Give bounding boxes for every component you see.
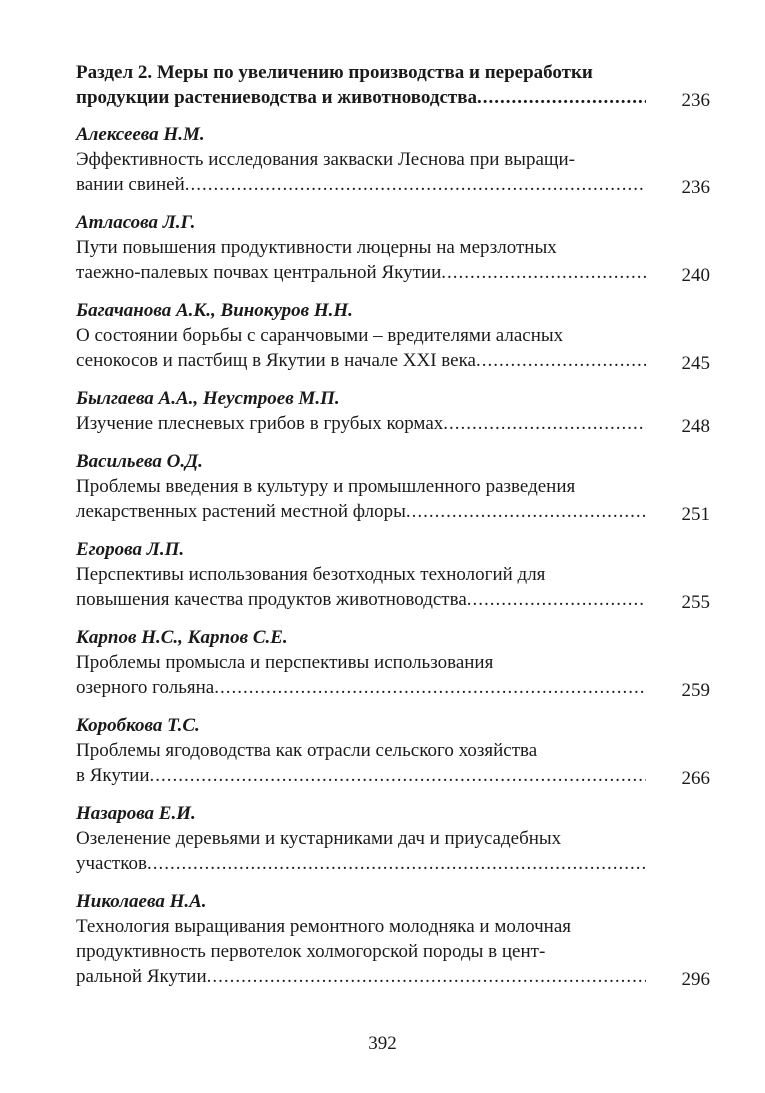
entry-title-last-line: [76, 763, 716, 788]
entry-author: Алексеева Н.М.: [76, 124, 205, 145]
entry-page-number: 266: [681, 768, 710, 789]
entry-author: Карпов Н.С., Карпов С.Е.: [76, 627, 288, 648]
entry-title-line: Перспективы использования безотходных технологий для: [76, 564, 546, 585]
entry-title-last-line: [76, 499, 716, 524]
entry-page-number: 251: [681, 504, 710, 525]
entry-page-number: 248: [681, 416, 710, 437]
entry-author: Николаева Н.А.: [76, 891, 207, 912]
entry-title-line: Проблемы ягодоводства как отрасли сельского хозяйства: [76, 740, 538, 761]
entry-title-text: лекарственных растений местной флоры: [76, 501, 406, 522]
entry-page-number: 236: [681, 177, 710, 198]
entry-title-line: продуктивность первотелок холмогорской породы в цент-: [76, 941, 546, 962]
entry-title-text: таежно-палевых почвах центральной Якутии: [76, 262, 442, 283]
toc-section: [76, 60, 716, 989]
entry-title-text: сенокосов и пастбищ в Якутии в начале XXI века: [76, 350, 476, 371]
entry-author: Васильева О.Д.: [76, 451, 203, 472]
entry-title-line: Эффективность исследования закваски Леснова при выращи-: [76, 149, 576, 170]
entry-title-text: в Якутии: [76, 765, 150, 786]
toc-entry-8: [76, 801, 716, 876]
entry-author: Егорова Л.П.: [76, 539, 185, 560]
entry-title-line: О состоянии борьбы с саранчовыми – вредителями аласных: [76, 325, 564, 346]
entry-title-last-line: [76, 172, 716, 197]
entry-author: Назарова Е.И.: [76, 803, 196, 824]
entry-title-text: Изучение плесневых грибов в грубых кормах: [76, 413, 444, 434]
toc-entry-1: [76, 210, 716, 285]
entry-page-number: 245: [681, 353, 710, 374]
section-title-text: продукции растениеводства и животноводства: [76, 87, 478, 108]
toc-entry-9: [76, 889, 716, 989]
entry-page-number: 240: [681, 265, 710, 286]
entry-title-line: Технология выращивания ремонтного молодняка и молочная: [76, 916, 572, 937]
entry-title-text: озерного гольяна: [76, 677, 215, 698]
section-title-line-1: Раздел 2. Меры по увеличению производства и переработки: [76, 62, 593, 83]
toc-entry-2: [76, 298, 716, 373]
section-title-line-2: [76, 85, 716, 110]
entry-title-last-line: [76, 260, 716, 285]
entry-title-line: Пути повышения продуктивности люцерны на мерзлотных: [76, 237, 557, 258]
toc-entry-7: [76, 713, 716, 788]
section-heading: [76, 60, 716, 110]
entry-title-text: повышения качества продуктов животноводства: [76, 589, 467, 610]
entry-title-last-line: [76, 964, 716, 989]
entry-author: Коробкова Т.С.: [76, 715, 200, 736]
entry-author: Атласова Л.Г.: [76, 212, 196, 233]
toc-entry-5: [76, 537, 716, 612]
entry-title-text: ральной Якутии: [76, 966, 207, 987]
toc-entry-0: [76, 122, 716, 197]
page-number: 392: [368, 1033, 397, 1054]
entry-page-number: 296: [681, 969, 710, 990]
toc-entry-3: [76, 386, 716, 436]
entry-title-text: вании свиней: [76, 174, 185, 195]
entry-author: Былгаева А.А., Неустроев М.П.: [76, 388, 340, 409]
entry-title-line: Озеленение деревьями и кустарниками дач и приусадебных: [76, 828, 562, 849]
section-page-number: 236: [681, 90, 710, 111]
entry-title-line: Проблемы введения в культуру и промышленного разведения: [76, 476, 576, 497]
toc-entry-6: [76, 625, 716, 700]
entry-title-last-line: [76, 851, 716, 876]
toc-entry-4: [76, 449, 716, 524]
entry-title-last-line: [76, 587, 716, 612]
entry-title-last-line: [76, 411, 716, 436]
entry-title-last-line: [76, 348, 716, 373]
entry-title-last-line: [76, 675, 716, 700]
entry-page-number: 259: [681, 680, 710, 701]
entry-author: Багачанова А.К., Винокуров Н.Н.: [76, 300, 353, 321]
entry-title-text: участков: [76, 853, 147, 874]
entry-page-number: 255: [681, 592, 710, 613]
entry-title-line: Проблемы промысла и перспективы использования: [76, 652, 494, 673]
